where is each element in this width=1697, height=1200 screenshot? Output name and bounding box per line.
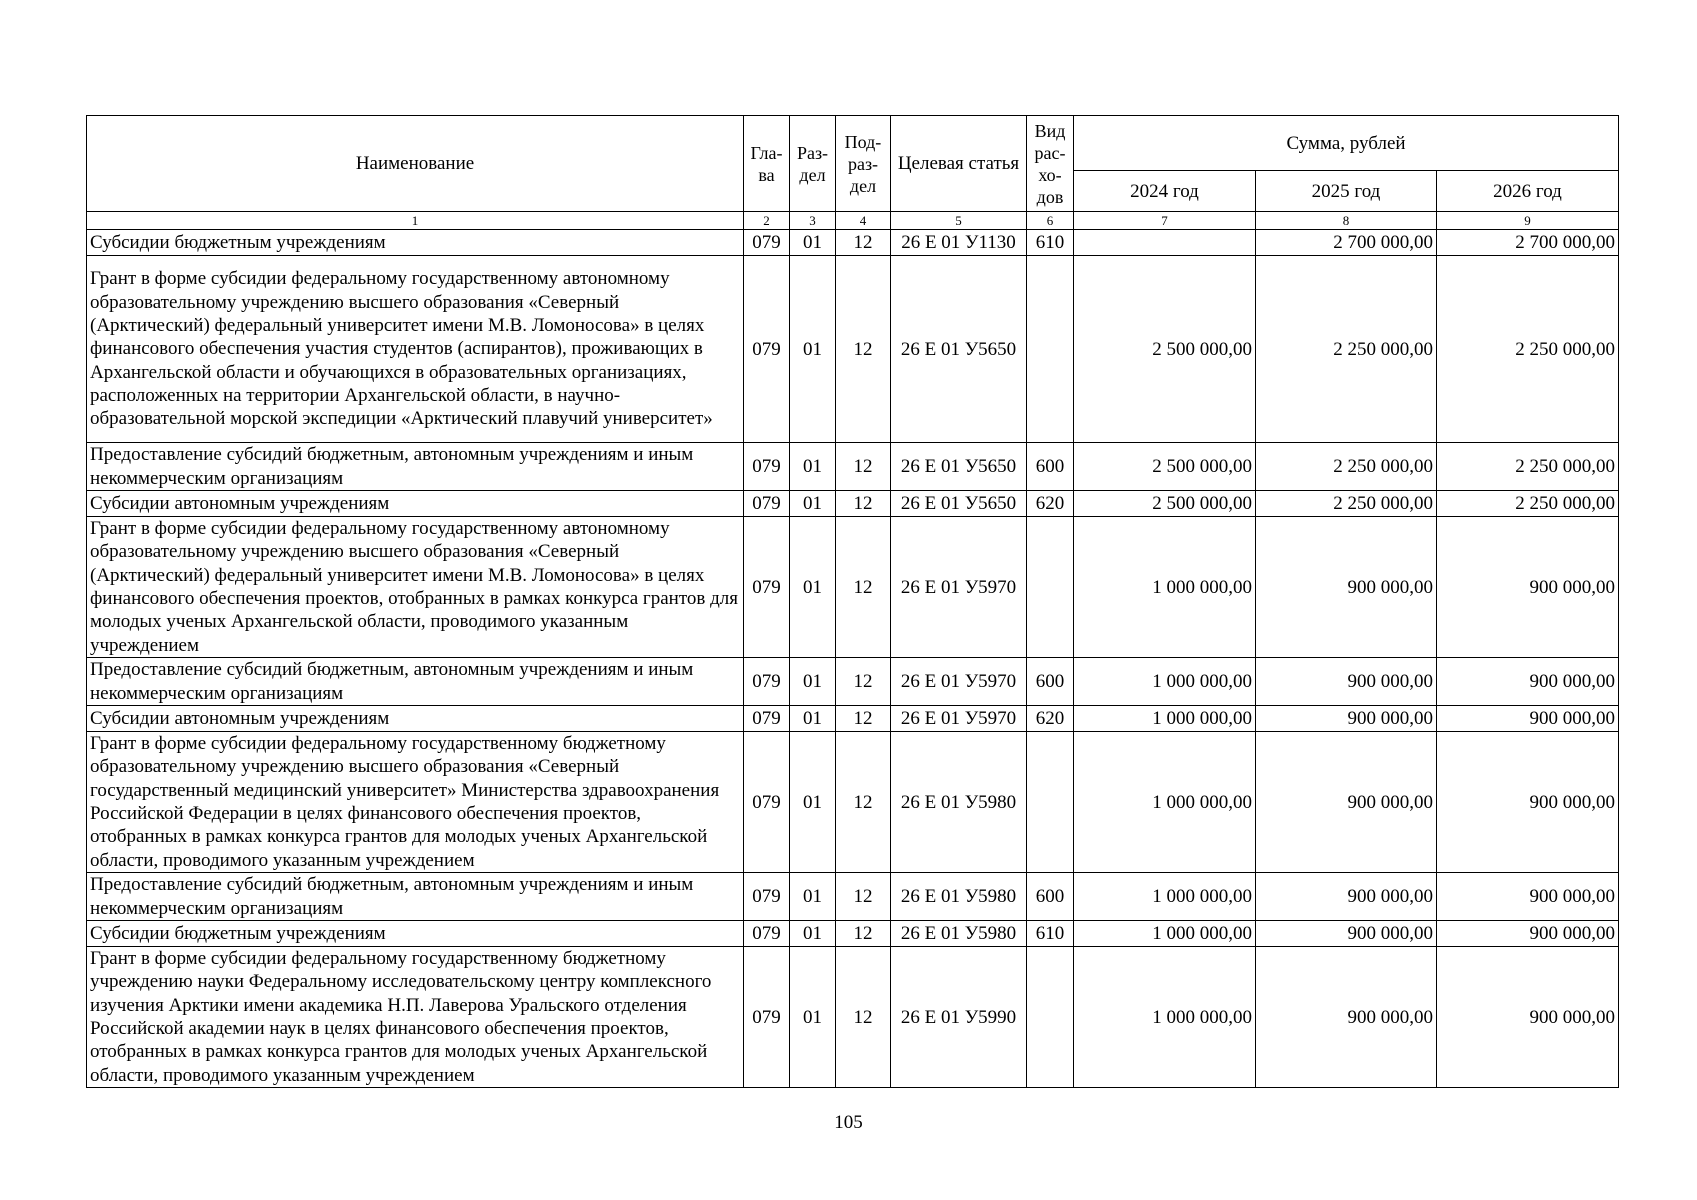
row-sum-2026: 900 000,00: [1437, 921, 1619, 947]
table-row: [87, 491, 1619, 517]
row-chapter: 079: [744, 873, 790, 921]
row-subsection: 12: [836, 443, 891, 491]
row-chapter: 079: [744, 921, 790, 947]
row-section: 01: [790, 947, 836, 1088]
row-sum-2025: 900 000,00: [1256, 873, 1437, 921]
table-row: [87, 732, 1619, 873]
row-type: 620: [1027, 706, 1074, 732]
row-sum-2024: 1 000 000,00: [1074, 706, 1256, 732]
row-sum-2025: 2 250 000,00: [1256, 256, 1437, 443]
header-name: Наименование: [87, 116, 744, 212]
row-sum-2024: 1 000 000,00: [1074, 732, 1256, 873]
row-sum-2025: 900 000,00: [1256, 706, 1437, 732]
row-target: 26 Е 01 У1130: [891, 230, 1027, 256]
row-target: 26 Е 01 У5650: [891, 443, 1027, 491]
row-subsection: 12: [836, 873, 891, 921]
row-sum-2025: 900 000,00: [1256, 732, 1437, 873]
row-target: 26 Е 01 У5980: [891, 921, 1027, 947]
header-subsection: Под-раз-дел: [836, 116, 891, 212]
row-sum-2025: 2 250 000,00: [1256, 491, 1437, 517]
row-name: Субсидии автономным учреждениям: [87, 706, 744, 732]
row-section: 01: [790, 517, 836, 658]
header-year-2024: 2024 год: [1074, 171, 1256, 212]
row-sum-2026: 2 250 000,00: [1437, 443, 1619, 491]
row-type: [1027, 947, 1074, 1088]
row-sum-2025: 900 000,00: [1256, 517, 1437, 658]
row-sum-2024: 2 500 000,00: [1074, 491, 1256, 517]
row-sum-2024: 1 000 000,00: [1074, 947, 1256, 1088]
row-section: 01: [790, 873, 836, 921]
table-row: [87, 443, 1619, 491]
row-section: 01: [790, 921, 836, 947]
row-section: 01: [790, 230, 836, 256]
row-subsection: 12: [836, 947, 891, 1088]
row-target: 26 Е 01 У5980: [891, 873, 1027, 921]
header-sum: Сумма, рублей: [1074, 116, 1619, 171]
column-number: 7: [1074, 212, 1256, 230]
row-target: 26 Е 01 У5990: [891, 947, 1027, 1088]
row-sum-2026: 2 700 000,00: [1437, 230, 1619, 256]
row-type: 620: [1027, 491, 1074, 517]
row-type: 600: [1027, 658, 1074, 706]
row-section: 01: [790, 658, 836, 706]
row-sum-2026: 900 000,00: [1437, 706, 1619, 732]
row-chapter: 079: [744, 706, 790, 732]
row-target: 26 Е 01 У5970: [891, 517, 1027, 658]
row-name: Предоставление субсидий бюджетным, автономным учреждениям и иным некоммерческим организациям: [87, 658, 744, 706]
row-type: [1027, 732, 1074, 873]
header-expense-type: Вид рас-хо-дов: [1027, 116, 1074, 212]
row-sum-2024: 1 000 000,00: [1074, 873, 1256, 921]
row-sum-2025: 900 000,00: [1256, 658, 1437, 706]
row-sum-2026: 2 250 000,00: [1437, 491, 1619, 517]
row-sum-2026: 900 000,00: [1437, 947, 1619, 1088]
table-row: [87, 517, 1619, 658]
row-section: 01: [790, 706, 836, 732]
page-number: 105: [834, 1112, 863, 1133]
row-sum-2026: 900 000,00: [1437, 732, 1619, 873]
row-type: 600: [1027, 443, 1074, 491]
row-section: 01: [790, 491, 836, 517]
row-sum-2025: 2 250 000,00: [1256, 443, 1437, 491]
row-name: Грант в форме субсидии федеральному государственному бюджетному учреждению науки Федеральному исследовательскому центру комплексного изучения Арктики имени академика Н.П. Лаверова Уральского отделения Российской академии наук в целях финансового обеспечения проектов, отобранных в рамках конкурса грантов для молодых ученых Архангельской области, проводимого указанным учреждением: [87, 947, 744, 1088]
row-type: [1027, 517, 1074, 658]
header-chapter: Гла-ва: [744, 116, 790, 212]
row-name: Субсидии бюджетным учреждениям: [87, 230, 744, 256]
column-number: 9: [1437, 212, 1619, 230]
row-sum-2025: 2 700 000,00: [1256, 230, 1437, 256]
row-name: Субсидии автономным учреждениям: [87, 491, 744, 517]
row-chapter: 079: [744, 443, 790, 491]
table-header: [87, 116, 1619, 230]
table-row: [87, 256, 1619, 443]
row-chapter: 079: [744, 947, 790, 1088]
row-subsection: 12: [836, 732, 891, 873]
row-section: 01: [790, 732, 836, 873]
table-row: [87, 230, 1619, 256]
row-subsection: 12: [836, 658, 891, 706]
row-target: 26 Е 01 У5650: [891, 256, 1027, 443]
row-subsection: 12: [836, 491, 891, 517]
row-target: 26 Е 01 У5970: [891, 658, 1027, 706]
row-subsection: 12: [836, 921, 891, 947]
row-type: 600: [1027, 873, 1074, 921]
column-number: 5: [891, 212, 1027, 230]
column-number: 3: [790, 212, 836, 230]
row-subsection: 12: [836, 706, 891, 732]
table-row: [87, 873, 1619, 921]
row-name: Грант в форме субсидии федеральному государственному бюджетному образовательному учреждению высшего образования «Северный государственный медицинский университет» Министерства здравоохранения Российской Федерации в целях финансового обеспечения проектов, отобранных в рамках конкурса грантов для молодых ученых Архангельской области, проводимого указанным учреждением: [87, 732, 744, 873]
row-chapter: 079: [744, 256, 790, 443]
row-chapter: 079: [744, 658, 790, 706]
row-sum-2026: 900 000,00: [1437, 517, 1619, 658]
row-chapter: 079: [744, 517, 790, 658]
row-name: Грант в форме субсидии федеральному государственному автономному образовательному учреждению высшего образования «Северный (Арктический) федеральный университет имени М.В. Ломоносова» в целях финансового обеспечения проектов, отобранных в рамках конкурса грантов для молодых ученых Архангельской области, проводимого указанным учреждением: [87, 517, 744, 658]
row-chapter: 079: [744, 732, 790, 873]
row-sum-2024: 1 000 000,00: [1074, 921, 1256, 947]
row-target: 26 Е 01 У5980: [891, 732, 1027, 873]
column-number: 4: [836, 212, 891, 230]
column-number: 2: [744, 212, 790, 230]
table-body: [87, 230, 1619, 1088]
row-type: [1027, 256, 1074, 443]
row-sum-2024: 2 500 000,00: [1074, 256, 1256, 443]
row-name: Субсидии бюджетным учреждениям: [87, 921, 744, 947]
budget-table: [86, 115, 1619, 1088]
row-sum-2026: 2 250 000,00: [1437, 256, 1619, 443]
row-subsection: 12: [836, 517, 891, 658]
row-type: 610: [1027, 921, 1074, 947]
table-row: [87, 921, 1619, 947]
row-name: Грант в форме субсидии федеральному государственному автономному образовательному учреждению высшего образования «Северный (Арктический) федеральный университет имени М.В. Ломоносова» в целях финансового обеспечения участия студентов (аспирантов), проживающих в Архангельской области и обучающихся в образовательных организациях, расположенных на территории Архангельской области, в научно-образовательной морской экспедиции «Арктический плавучий университет»: [87, 256, 744, 443]
row-subsection: 12: [836, 230, 891, 256]
table-row: [87, 947, 1619, 1088]
column-numbers-row: [87, 212, 1619, 230]
header-target-article: Целевая статья: [891, 116, 1027, 212]
row-sum-2024: [1074, 230, 1256, 256]
header-year-2025: 2025 год: [1256, 171, 1437, 212]
table-row: [87, 658, 1619, 706]
column-number: 6: [1027, 212, 1074, 230]
row-sum-2025: 900 000,00: [1256, 921, 1437, 947]
row-type: 610: [1027, 230, 1074, 256]
table-row: [87, 706, 1619, 732]
header-section: Раз-дел: [790, 116, 836, 212]
row-target: 26 Е 01 У5650: [891, 491, 1027, 517]
column-number: 8: [1256, 212, 1437, 230]
row-sum-2026: 900 000,00: [1437, 873, 1619, 921]
header-year-2026: 2026 год: [1437, 171, 1619, 212]
row-sum-2024: 1 000 000,00: [1074, 517, 1256, 658]
row-section: 01: [790, 256, 836, 443]
row-section: 01: [790, 443, 836, 491]
row-sum-2026: 900 000,00: [1437, 658, 1619, 706]
row-name: Предоставление субсидий бюджетным, автономным учреждениям и иным некоммерческим организациям: [87, 873, 744, 921]
column-number: 1: [87, 212, 744, 230]
row-name: Предоставление субсидий бюджетным, автономным учреждениям и иным некоммерческим организациям: [87, 443, 744, 491]
row-subsection: 12: [836, 256, 891, 443]
row-chapter: 079: [744, 230, 790, 256]
row-sum-2025: 900 000,00: [1256, 947, 1437, 1088]
row-chapter: 079: [744, 491, 790, 517]
row-sum-2024: 1 000 000,00: [1074, 658, 1256, 706]
row-sum-2024: 2 500 000,00: [1074, 443, 1256, 491]
row-target: 26 Е 01 У5970: [891, 706, 1027, 732]
